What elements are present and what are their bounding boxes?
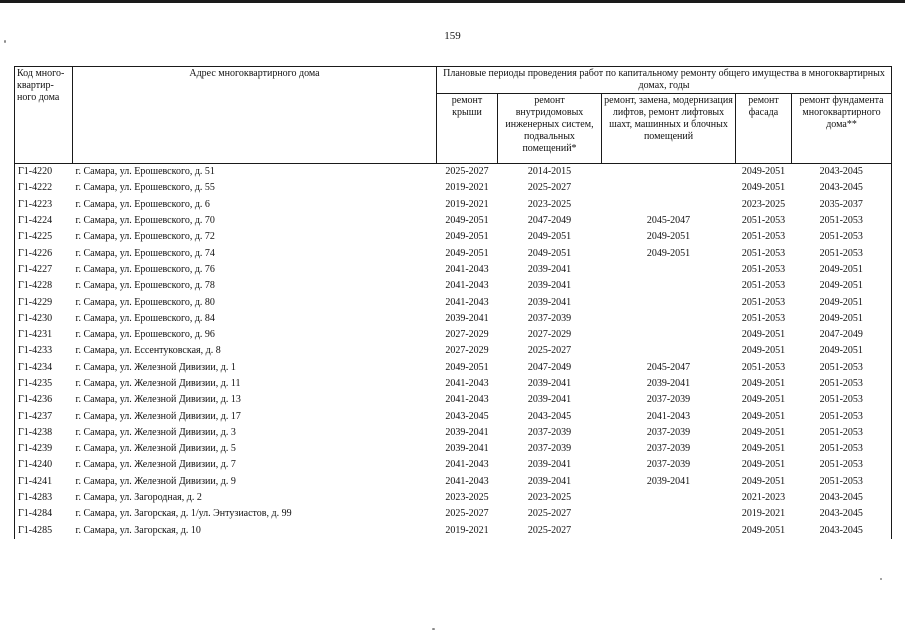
cell-code: Г1-4227 [15, 262, 73, 278]
cell-roof: 2041-2043 [445, 263, 489, 275]
cell-engineering: 2027-2029 [527, 329, 572, 341]
cell-engineering: 2039-2041 [527, 263, 572, 275]
cell-foundation: 2051-2053 [792, 213, 892, 229]
cell-elevators: 2045-2047 [646, 215, 691, 227]
cell-elevators [602, 327, 736, 343]
table-header [15, 67, 892, 164]
table-row [15, 441, 892, 457]
table-row [15, 360, 892, 376]
table-row [15, 523, 892, 539]
table-row [15, 164, 892, 181]
cell-facade: 2051-2053 [741, 263, 786, 275]
table-row [15, 474, 892, 490]
cell-engineering: 2025-2027 [527, 524, 572, 536]
cell-roof: 2049-2051 [445, 231, 489, 243]
cell-roof: 2041-2043 [445, 459, 489, 471]
cell-code: Г1-4233 [15, 343, 73, 359]
table-row [15, 408, 892, 424]
cell-engineering: 2025-2027 [527, 345, 572, 357]
cell-code: Г1-4228 [15, 278, 73, 294]
cell-address: г. Самара, ул. Загорская, д. 1/ул. Энтузиастов, д. 99 [75, 508, 292, 520]
cell-address: г. Самара, ул. Ерошевского, д. 74 [75, 247, 215, 259]
cell-engineering: 2039-2041 [527, 459, 572, 471]
cell-elevators [602, 294, 736, 310]
cell-engineering: 2037-2039 [527, 426, 572, 438]
cell-roof: 2041-2043 [445, 378, 489, 389]
cell-foundation: 2047-2049 [792, 327, 892, 343]
header-code: Код много-квартир-ного дома [15, 67, 73, 164]
cell-code: Г1-4222 [15, 180, 73, 196]
cell-engineering: 2039-2041 [527, 378, 572, 389]
cell-foundation: 2049-2051 [792, 311, 892, 327]
cell-foundation: 2051-2053 [792, 376, 892, 392]
cell-foundation: 2051-2053 [792, 245, 892, 261]
table-row [15, 213, 892, 229]
cell-engineering: 2039-2041 [527, 394, 572, 406]
cell-foundation: 2035-2037 [792, 197, 892, 213]
cell-engineering: 2025-2027 [527, 182, 572, 194]
cell-code: Г1-4236 [15, 392, 73, 408]
scan-speck [432, 628, 435, 630]
table-body [15, 164, 892, 539]
cell-code: Г1-4240 [15, 457, 73, 473]
cell-elevators [602, 197, 736, 213]
header-roof: ремонт крыши [437, 94, 498, 164]
cell-code: Г1-4235 [15, 376, 73, 392]
cell-code: Г1-4285 [15, 523, 73, 539]
table-row [15, 392, 892, 408]
cell-code: Г1-4283 [15, 490, 73, 506]
table-row [15, 311, 892, 327]
cell-elevators [602, 180, 736, 196]
cell-code: Г1-4226 [15, 245, 73, 261]
cell-engineering: 2039-2041 [527, 296, 572, 308]
cell-foundation: 2051-2053 [792, 425, 892, 441]
cell-elevators [602, 506, 736, 522]
cell-roof: 2039-2041 [445, 426, 489, 438]
cell-facade: 2049-2051 [741, 329, 786, 341]
cell-foundation: 2043-2045 [792, 180, 892, 196]
cell-roof: 2049-2051 [445, 215, 489, 227]
cell-foundation: 2049-2051 [792, 262, 892, 278]
cell-address: г. Самара, ул. Ерошевского, д. 72 [75, 231, 215, 243]
cell-foundation: 2051-2053 [792, 441, 892, 457]
table-row [15, 197, 892, 213]
table-row [15, 506, 892, 522]
cell-facade: 2049-2051 [741, 182, 786, 194]
cell-elevators: 2039-2041 [646, 475, 691, 487]
cell-engineering: 2049-2051 [527, 231, 572, 243]
cell-facade: 2051-2053 [741, 231, 786, 243]
cell-foundation: 2051-2053 [792, 360, 892, 376]
cell-elevators: 2049-2051 [646, 247, 691, 259]
top-rule [0, 0, 905, 3]
cell-facade: 2049-2051 [741, 378, 786, 389]
cell-foundation: 2051-2053 [792, 392, 892, 408]
cell-engineering: 2039-2041 [527, 280, 572, 292]
cell-code: Г1-4224 [15, 213, 73, 229]
cell-foundation: 2049-2051 [792, 278, 892, 294]
cell-elevators [602, 164, 736, 181]
cell-roof: 2039-2041 [445, 312, 489, 324]
cell-roof: 2041-2043 [445, 296, 489, 308]
cell-engineering: 2047-2049 [527, 361, 572, 373]
cell-roof: 2039-2041 [445, 443, 489, 455]
cell-facade: 2051-2053 [741, 312, 786, 324]
cell-roof: 2019-2021 [445, 182, 489, 194]
cell-facade: 2051-2053 [741, 296, 786, 308]
cell-roof: 2027-2029 [445, 329, 489, 341]
cell-elevators [602, 311, 736, 327]
cell-foundation: 2043-2045 [792, 506, 892, 522]
cell-facade: 2019-2021 [741, 508, 786, 520]
cell-roof: 2049-2051 [445, 247, 489, 259]
cell-address: г. Самара, ул. Железной Дивизии, д. 11 [75, 378, 241, 389]
cell-roof: 2019-2021 [445, 198, 489, 210]
table-row [15, 278, 892, 294]
cell-code: Г1-4229 [15, 294, 73, 310]
cell-code: Г1-4234 [15, 360, 73, 376]
cell-elevators [602, 262, 736, 278]
cell-address: г. Самара, ул. Железной Дивизии, д. 13 [75, 394, 241, 406]
cell-engineering: 2037-2039 [527, 443, 572, 455]
cell-facade: 2023-2025 [741, 198, 786, 210]
cell-facade: 2049-2051 [741, 410, 786, 422]
cell-code: Г1-4239 [15, 441, 73, 457]
cell-facade: 2051-2053 [741, 247, 786, 259]
cell-address: г. Самара, ул. Ерошевского, д. 96 [75, 329, 215, 341]
cell-facade: 2049-2051 [741, 459, 786, 471]
cell-foundation: 2051-2053 [792, 408, 892, 424]
cell-code: Г1-4220 [15, 164, 73, 181]
cell-engineering: 2025-2027 [527, 508, 572, 520]
cell-facade: 2049-2051 [741, 394, 786, 406]
cell-address: г. Самара, ул. Загорская, д. 10 [75, 524, 201, 536]
cell-elevators [602, 343, 736, 359]
header-foundation: ремонт фундамента многоквартирного дома** [792, 94, 892, 164]
cell-engineering: 2047-2049 [527, 215, 572, 227]
cell-engineering: 2049-2051 [527, 247, 572, 259]
cell-foundation: 2043-2045 [792, 164, 892, 181]
cell-engineering: 2023-2025 [527, 492, 572, 504]
cell-engineering: 2037-2039 [527, 312, 572, 324]
cell-code: Г1-4241 [15, 474, 73, 490]
cell-engineering: 2014-2015 [527, 166, 572, 178]
cell-address: г. Самара, ул. Ерошевского, д. 70 [75, 215, 215, 227]
cell-roof: 2043-2045 [445, 410, 489, 422]
cell-elevators: 2041-2043 [646, 410, 691, 422]
table-row [15, 262, 892, 278]
header-facade: ремонт фасада [736, 94, 792, 164]
cell-address: г. Самара, ул. Ерошевского, д. 6 [75, 198, 210, 210]
cell-facade: 2049-2051 [741, 524, 786, 536]
table-row [15, 376, 892, 392]
cell-roof: 2025-2027 [445, 508, 489, 520]
cell-facade: 2049-2051 [741, 166, 786, 178]
scan-speck [880, 578, 882, 580]
cell-roof: 2023-2025 [445, 492, 489, 504]
header-engineering: ремонт внутридомовых инженерных систем, подвальных помещений* [498, 94, 602, 164]
table-row [15, 327, 892, 343]
cell-facade: 2049-2051 [741, 443, 786, 455]
scan-speck [4, 40, 6, 43]
cell-facade: 2051-2053 [741, 280, 786, 292]
cell-facade: 2051-2053 [741, 215, 786, 227]
cell-elevators: 2045-2047 [646, 361, 691, 373]
cell-address: г. Самара, ул. Ерошевского, д. 80 [75, 296, 215, 308]
cell-engineering: 2039-2041 [527, 475, 572, 487]
header-address: Адрес многоквартирного дома [73, 67, 437, 164]
cell-address: г. Самара, ул. Железной Дивизии, д. 7 [75, 459, 236, 471]
cell-elevators: 2037-2039 [646, 459, 691, 471]
cell-roof: 2041-2043 [445, 280, 489, 292]
table-row [15, 180, 892, 196]
table-row [15, 229, 892, 245]
table-row [15, 294, 892, 310]
cell-foundation: 2051-2053 [792, 474, 892, 490]
cell-address: г. Самара, ул. Железной Дивизии, д. 3 [75, 426, 236, 438]
cell-elevators: 2037-2039 [646, 394, 691, 406]
cell-elevators [602, 523, 736, 539]
cell-facade: 2021-2023 [741, 492, 786, 504]
cell-roof: 2019-2021 [445, 524, 489, 536]
repair-schedule-table [14, 66, 892, 539]
cell-code: Г1-4230 [15, 311, 73, 327]
cell-address: г. Самара, ул. Железной Дивизии, д. 9 [75, 475, 236, 487]
cell-elevators [602, 490, 736, 506]
cell-engineering: 2043-2045 [527, 410, 572, 422]
page-number: 159 [444, 30, 461, 42]
header-periods: Плановые периоды проведения работ по капитальному ремонту общего имущества в многоквартирных домах, годы [437, 67, 892, 94]
cell-engineering: 2023-2025 [527, 198, 572, 210]
cell-foundation: 2049-2051 [792, 343, 892, 359]
cell-foundation: 2043-2045 [792, 523, 892, 539]
cell-elevators [602, 278, 736, 294]
cell-address: г. Самара, ул. Ерошевского, д. 55 [75, 182, 215, 194]
cell-code: Г1-4237 [15, 408, 73, 424]
cell-address: г. Самара, ул. Железной Дивизии, д. 17 [75, 410, 241, 422]
cell-roof: 2049-2051 [445, 361, 489, 373]
cell-roof: 2041-2043 [445, 475, 489, 487]
cell-elevators: 2049-2051 [646, 231, 691, 243]
cell-code: Г1-4231 [15, 327, 73, 343]
cell-code: Г1-4225 [15, 229, 73, 245]
cell-facade: 2049-2051 [741, 475, 786, 487]
cell-address: г. Самара, ул. Железной Дивизии, д. 5 [75, 443, 236, 455]
cell-address: г. Самара, ул. Ерошевского, д. 78 [75, 280, 215, 292]
table-row [15, 245, 892, 261]
cell-address: г. Самара, ул. Ерошевского, д. 51 [75, 166, 215, 178]
cell-foundation: 2051-2053 [792, 457, 892, 473]
cell-code: Г1-4238 [15, 425, 73, 441]
cell-foundation: 2049-2051 [792, 294, 892, 310]
cell-roof: 2025-2027 [445, 166, 489, 178]
cell-elevators: 2037-2039 [646, 443, 691, 455]
cell-facade: 2049-2051 [741, 345, 786, 357]
cell-roof: 2041-2043 [445, 394, 489, 406]
table-row [15, 343, 892, 359]
cell-elevators: 2039-2041 [646, 378, 691, 389]
cell-code: Г1-4223 [15, 197, 73, 213]
table-row [15, 425, 892, 441]
cell-address: г. Самара, ул. Железной Дивизии, д. 1 [75, 361, 236, 373]
cell-facade: 2051-2053 [741, 361, 786, 373]
table-row [15, 457, 892, 473]
cell-foundation: 2051-2053 [792, 229, 892, 245]
cell-address: г. Самара, ул. Ерошевского, д. 76 [75, 263, 215, 275]
cell-roof: 2027-2029 [445, 345, 489, 357]
cell-address: г. Самара, ул. Загородная, д. 2 [75, 492, 202, 504]
cell-address: г. Самара, ул. Ерошевского, д. 84 [75, 312, 215, 324]
table-row [15, 490, 892, 506]
cell-facade: 2049-2051 [741, 426, 786, 438]
cell-code: Г1-4284 [15, 506, 73, 522]
header-elevators: ремонт, замена, модернизация лифтов, ремонт лифтовых шахт, машинных и блочных помещений [602, 94, 736, 164]
cell-elevators: 2037-2039 [646, 426, 691, 438]
cell-foundation: 2043-2045 [792, 490, 892, 506]
cell-address: г. Самара, ул. Ессентуковская, д. 8 [75, 345, 221, 357]
